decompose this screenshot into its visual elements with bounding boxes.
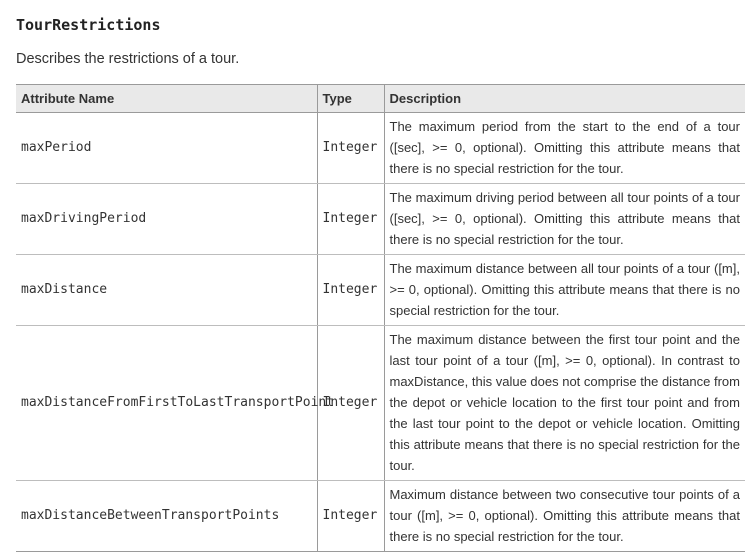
attribute-type-cell: Integer <box>317 113 384 184</box>
section-description: Describes the restrictions of a tour. <box>16 51 240 67</box>
attribute-type-cell: Integer <box>317 326 384 481</box>
attribute-name-cell: maxPeriod <box>16 113 317 184</box>
attribute-description-cell: The maximum period from the start to the end of a tour ([sec], >= 0, optional). Omitting this attribute means that there is no special restriction for the tour. <box>384 113 745 184</box>
attribute-name-cell: maxDrivingPeriod <box>16 184 317 255</box>
attribute-type-cell: Integer <box>317 184 384 255</box>
table-row <box>16 184 745 255</box>
column-header-type: Type <box>317 85 384 113</box>
attribute-type-cell: Integer <box>317 481 384 552</box>
attribute-name-cell: maxDistance <box>16 255 317 326</box>
table-row <box>16 255 745 326</box>
attribute-description-cell: Maximum distance between two consecutive tour points of a tour ([m], >= 0, optional). Omitting this attribute means that there is no special restriction for the tour. <box>384 481 745 552</box>
attribute-name-cell: maxDistanceBetweenTransportPoints <box>21 508 280 523</box>
attribute-type-cell: Integer <box>317 255 384 326</box>
attribute-description-cell: The maximum distance between the first tour point and the last tour point of a tour ([m], >= 0, optional). In contrast to maxDistance, this value does not comprise the distance from the depot or vehicle location to the first tour point and from the last tour point to the depot or vehicle location. Omitting this attribute means that there is no special restriction for the tour. <box>384 326 745 481</box>
attributes-table <box>16 84 745 552</box>
column-header-description: Description <box>384 85 745 113</box>
attribute-description-cell: The maximum driving period between all tour points of a tour ([sec], >= 0, optional). Omitting this attribute means that there is no special restriction for the tour. <box>384 184 745 255</box>
table-row <box>16 481 745 552</box>
attribute-name-cell: maxDistanceFromFirstToLastTransportPoint <box>16 326 317 481</box>
table-header-row <box>16 85 745 113</box>
table-row <box>16 113 745 184</box>
table-row <box>16 326 745 481</box>
column-header-attribute-name: Attribute Name <box>16 85 317 113</box>
attribute-description-cell: The maximum distance between all tour points of a tour ([m], >= 0, optional). Omitting this attribute means that there is no special restriction for the tour. <box>384 255 745 326</box>
section-title: TourRestrictions <box>16 16 161 34</box>
